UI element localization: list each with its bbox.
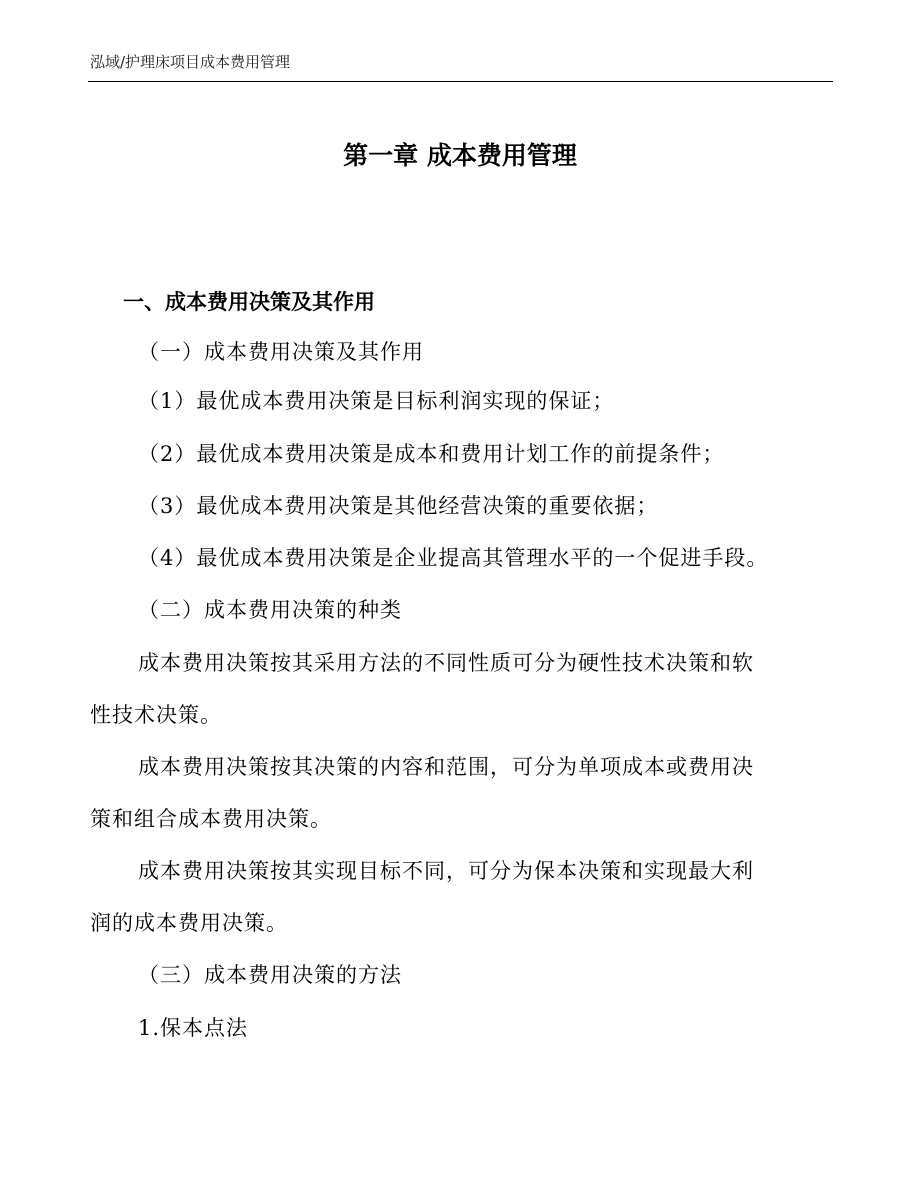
paragraph-1-line-1: 成本费用决策按其采用方法的不同性质可分为硬性技术决策和软 <box>138 651 754 675</box>
subsection-heading-2: （二）成本费用决策的种类 <box>138 598 402 622</box>
paragraph-3-line-1: 成本费用决策按其实现目标不同，可分为保本决策和实现最大利 <box>138 859 754 883</box>
paragraph-2-line-2: 策和组合成本费用决策。 <box>90 807 332 831</box>
list-item-1: （1）最优成本费用决策是目标利润实现的保证； <box>138 389 615 413</box>
header-divider <box>88 81 833 82</box>
chapter-title: 第一章 成本费用管理 <box>343 141 577 170</box>
paragraph-1-line-2: 性技术决策。 <box>90 703 222 727</box>
paragraph-2-line-1: 成本费用决策按其决策的内容和范围，可分为单项成本或费用决 <box>138 755 754 779</box>
subsection-heading-1: （一）成本费用决策及其作用 <box>138 340 424 364</box>
subsection-heading-3: （三）成本费用决策的方法 <box>138 963 402 987</box>
list-item-3: （3）最优成本费用决策是其他经营决策的重要依据； <box>138 494 659 518</box>
running-header: 泓域/护理床项目成本费用管理 <box>90 53 291 71</box>
section-heading: 一、成本费用决策及其作用 <box>123 290 375 314</box>
paragraph-3-line-2: 润的成本费用决策。 <box>90 911 288 935</box>
list-item-4: （4）最优成本费用决策是企业提高其管理水平的一个促进手段。 <box>138 546 769 570</box>
method-heading-1: 1.保本点法 <box>138 1016 249 1040</box>
list-item-2: （2）最优成本费用决策是成本和费用计划工作的前提条件； <box>138 442 725 466</box>
